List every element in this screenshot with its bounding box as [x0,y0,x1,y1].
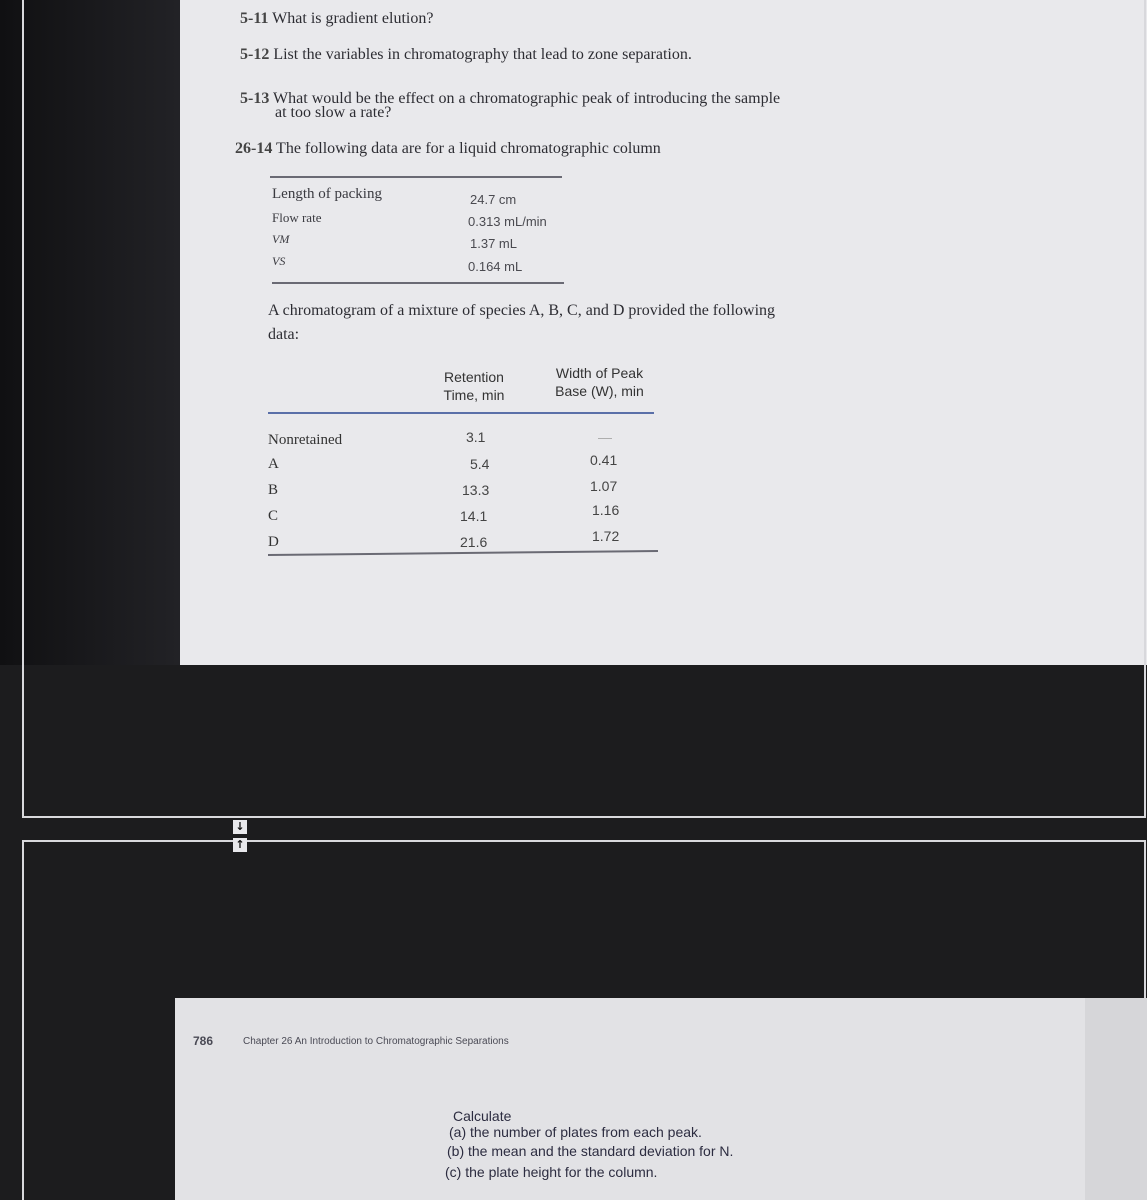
page-edge [1085,998,1147,1200]
row-w-c: 1.16 [592,502,620,518]
row-rt-c: 14.1 [460,508,488,524]
row-label-d: D [268,534,279,550]
textbook-page-upper [180,0,1147,665]
calculate-item-b: (b) the mean and the standard deviation for N. [447,1143,734,1159]
intro-text-line1: A chromatogram of a mixture of species A, B, C, and D provided the following [268,302,776,319]
scroll-down-arrow-icon[interactable]: ↓ [233,820,247,834]
row-rt-d: 21.6 [460,534,488,550]
row-rt-b: 13.3 [462,482,490,498]
header-retention-time: Retention Time, min [443,369,505,403]
textbook-page-lower [175,998,1085,1200]
question-13-cont: at too slow a rate? [275,104,392,121]
table-bottom-rule [268,550,658,556]
row-rt-a: 5.4 [470,456,490,472]
row-label-b: B [268,482,279,498]
page-shadow [0,0,180,665]
row-label-c: C [268,508,279,524]
page-number: 786 [193,1034,214,1048]
intro-text-line2: data: [268,326,300,343]
chapter-footer: Chapter 26 An Introduction to Chromatographic Separations [243,1036,509,1047]
row-w-nonretained: — [598,429,612,445]
param-value-length: 24.7 cm [470,192,517,207]
row-w-d: 1.72 [592,528,620,544]
scroll-up-arrow-icon[interactable]: ↑ [233,838,247,852]
calculate-heading: Calculate [453,1108,512,1124]
param-label-flow: Flow rate [272,210,322,225]
row-rt-nonretained: 3.1 [466,429,486,445]
calculate-item-c: (c) the plate height for the column. [445,1164,658,1180]
row-label-a: A [268,456,279,472]
param-value-vm: 1.37 mL [470,236,517,251]
header-peak-width: Width of Peak Base (W), min [555,365,644,399]
row-label-nonretained: Nonretained [268,432,343,448]
param-value-vs: 0.164 mL [468,259,523,274]
param-label-vm: VM [272,232,290,246]
params-top-rule [270,176,562,178]
params-bottom-rule [272,282,564,284]
param-value-flow: 0.313 mL/min [468,214,547,229]
param-label-vs: VS [272,254,286,268]
row-w-a: 0.41 [590,452,618,468]
question-11: 5-11 What is gradient elution? [240,10,434,27]
param-label-length: Length of packing [272,186,382,202]
question-12: 5-12 List the variables in chromatography that lead to zone separation. [240,46,692,63]
calculate-item-a: (a) the number of plates from each peak. [449,1124,702,1140]
question-13: 5-13 What would be the effect on a chromatographic peak of introducing the sample [240,90,781,107]
question-14: 26-14 The following data are for a liquid chromatographic column [235,140,661,157]
table-top-rule [268,412,654,414]
row-w-b: 1.07 [590,478,618,494]
